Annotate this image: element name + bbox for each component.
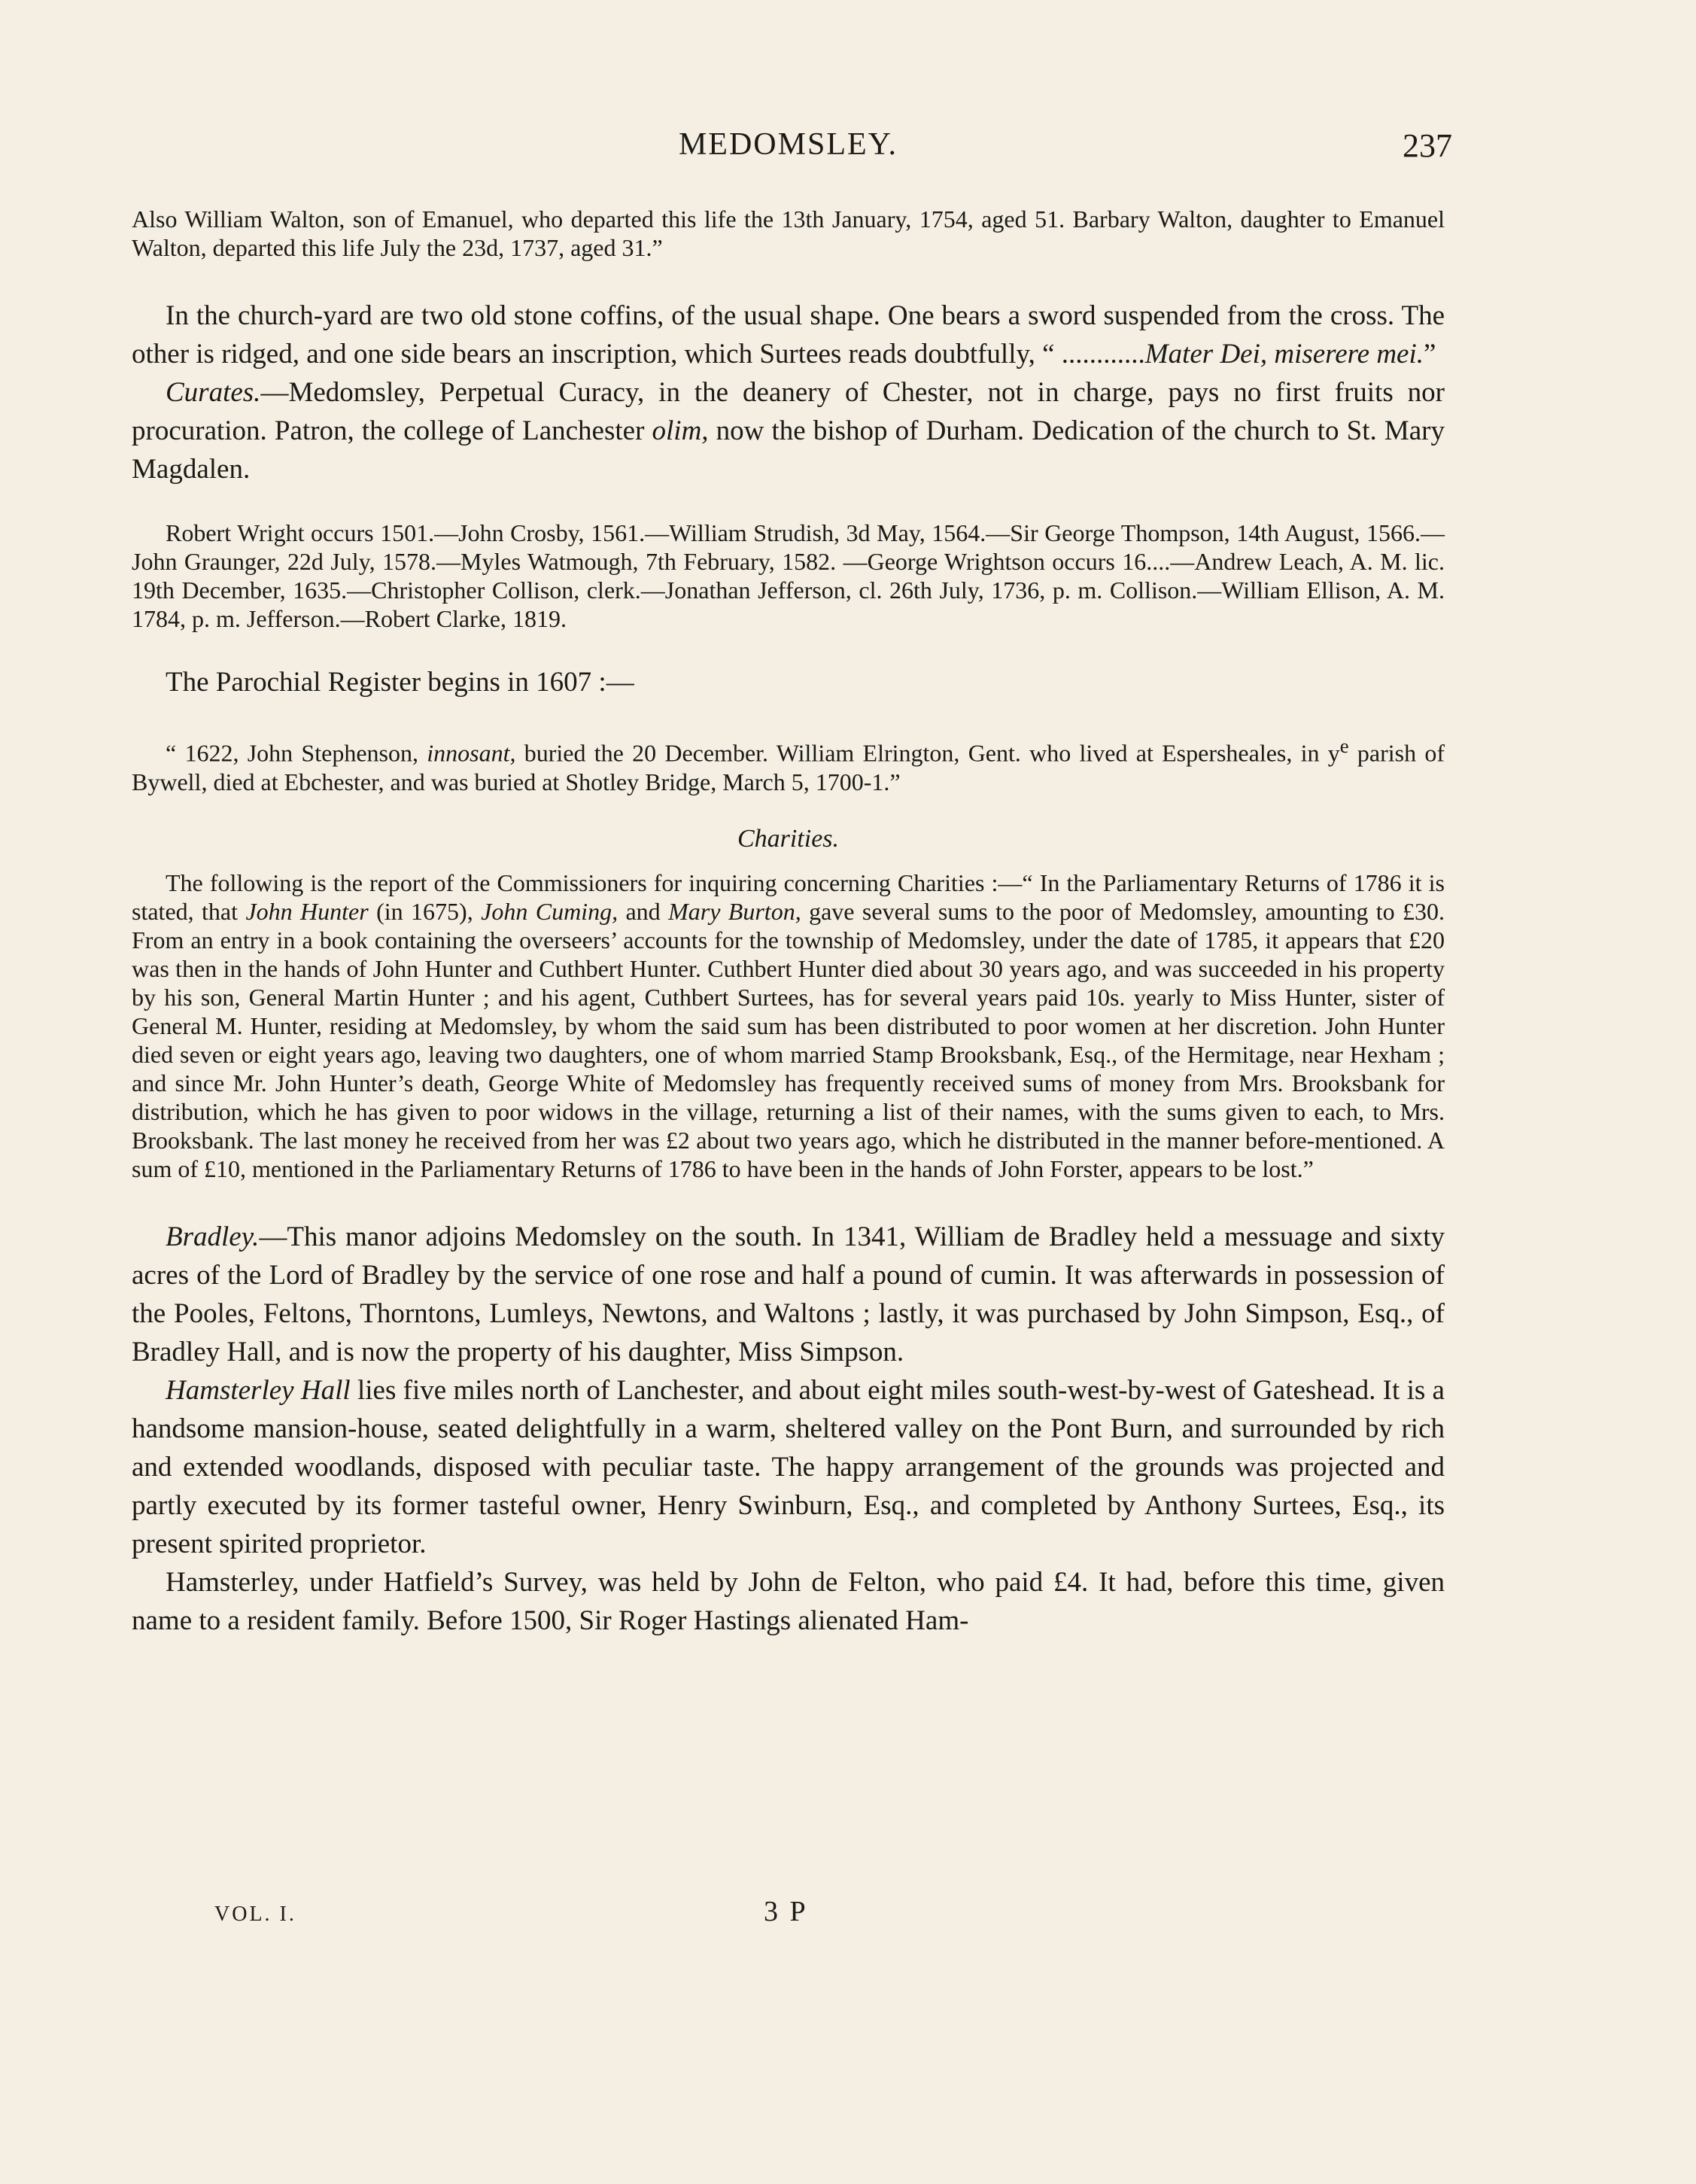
charities-mary-burton: Mary Burton, xyxy=(668,897,801,925)
bradley-paragraph xyxy=(132,1218,1445,1371)
charities-part-1: The following is the report of the Commissioners for inquiring concerning Charities :—“ In the Parliamentary Returns of 1786 it is stated, that xyxy=(132,868,1445,925)
churchyard-text: In the church-yard are two old stone coffins, of the usual shape. One bears a sword suspended from the cross. The other is ridged, and one side bears an inscription, which Surtees reads doubtfully, “ ............ xyxy=(132,300,1445,370)
charities-john-hunter: John Hunter xyxy=(245,897,369,925)
signature-mark: 3 P xyxy=(764,1896,808,1927)
charities-part-4: gave several sums to the poor of Medomsley, amounting to £30. From an entry in a book containing the overseers’ accounts for the township of Medomsley, under the date of 1785, it appears that £20 was then in the hands of John Hunter and Cuthbert Hunter. Cuthbert Hunter died about 30 years ago, and was succeeded in his property by his son, General Martin Hunter ; and his agent, Cuthbert Surtees, has for several years paid 10s. yearly to Miss Hunter, sister of General M. Hunter, residing at Medomsley, by whom the said sum has been distributed to poor women at her discretion. John Hunter died seven or eight years ago, leaving two daughters, one of whom married Stamp Brooksbank, Esq., of the Hermitage, near Hexham ; and since Mr. John Hunter’s death, George White of Medomsley has frequently received sums of money from Mrs. Brooksbank for distribution, which he has given to poor widows in the village, returning a list of their names, with the sums given to each, to Mrs. Brooksbank. The last money he received from her was £2 about two years ago, which he distributed in the manner before-mentioned. A sum of £10, mentioned in the Parliamentary Returns of 1786 to have been in the hands of John Forster, appears to be lost.” xyxy=(132,897,1445,1182)
register-superscript: e xyxy=(1339,735,1349,757)
register-intro: The Parochial Register begins in 1607 :— xyxy=(166,667,634,698)
hamsterley-text: lies five miles north of Lanchester, and about eight miles south-west-by-west of Gateshead. It is a handsome mansion-house, seated delightfully in a warm, sheltered valley on the Pont Burn, and surrounded by rich and extended woodlands, disposed with peculiar taste. The happy arrangement of the grounds was projected and partly executed by its former tasteful owner, Henry Swinburn, Esq., and completed by Anthony Surtees, Esq., its present spirited proprietor. xyxy=(132,1374,1445,1559)
curates-olim: olim, xyxy=(652,415,709,446)
churchyard-paragraph xyxy=(132,297,1445,373)
curates-text: —Medomsley, Perpetual Curacy, in the deanery of Chester, not in charge, pays no first fruits nor procuration. Patron, the college of Lanchester xyxy=(132,377,1445,446)
curates-paragraph xyxy=(132,373,1445,488)
hamsterley-survey-paragraph: Hamsterley, under Hatfield’s Survey, was held by John de Felton, who paid £4. It had, before this time, given name to a resident family. Before 1500, Sir Roger Hastings alienated Ham- xyxy=(132,1566,1445,1636)
curates-list: Robert Wright occurs 1501.—John Crosby, 1561.—William Strudish, 3d May, 1564.—Sir George Thompson, 14th August, 1566.—John Graunger, 22d July, 1578.—Myles Watmough, 7th February, 1582. —George Wrightson occurs 16....—Andrew Leach, A. M. lic. 19th December, 1635.—Christopher Collison, clerk.—Jonathan Jefferson, cl. 26th July, 1736, p. m. Collison.—William Ellison, A. M. 1784, p. m. Jefferson.—Robert Clarke, 1819. xyxy=(132,519,1445,632)
charities-heading: Charities. xyxy=(737,824,840,853)
hamsterley-paragraph xyxy=(132,1371,1445,1563)
charities-part-2: (in 1675), xyxy=(368,897,482,925)
register-entry xyxy=(132,732,1445,796)
register-entry-part-2: buried the 20 December. William Elrington, Gent. who lived at Espersheales, in y xyxy=(515,739,1340,767)
inscription-close: ” xyxy=(1424,339,1436,370)
running-head xyxy=(132,126,1452,164)
epitaph-continuation: Also William Walton, son of Emanuel, who departed this life the 13th January, 1754, aged 51. Barbary Walton, daughter to Emanuel Walton, departed this life July the 23d, 1737, aged 31.” xyxy=(132,205,1445,261)
bradley-label: Bradley. xyxy=(166,1221,260,1252)
register-entry-part-3: parish of Bywell, died at Ebchester, and was buried at Shotley Bridge, March 5, 1700-1.” xyxy=(132,739,1445,795)
volume-label: VOL. I. xyxy=(214,1903,296,1926)
register-entry-part-1: “ 1622, John Stephenson, xyxy=(166,739,427,767)
charities-paragraph xyxy=(132,868,1445,1183)
page-footer xyxy=(214,1895,816,1933)
page-number: 237 xyxy=(1403,127,1452,164)
curates-label: Curates. xyxy=(166,377,261,408)
register-innosant: innosant, xyxy=(427,739,516,767)
charities-john-cuming: John Cuming, xyxy=(481,897,619,925)
page-body xyxy=(132,205,1445,1640)
inscription-text: Mater Dei, miserere mei. xyxy=(1144,339,1424,370)
running-title: MEDOMSLEY. xyxy=(678,127,898,162)
bradley-text: —This manor adjoins Medomsley on the south. In 1341, William de Bradley held a messuage and sixty acres of the Lord of Bradley by the service of one rose and half a pound of cumin. It was afterwards in possession of the Pooles, Feltons, Thorntons, Lumleys, Newtons, and Waltons ; lastly, it was purchased by John Simpson, Esq., of Bradley Hall, and is now the property of his daughter, Miss Simpson. xyxy=(132,1221,1445,1367)
curates-text-2: now the bishop of Durham. Dedication of the church to St. Mary Magdalen. xyxy=(132,415,1445,485)
charities-part-3: and xyxy=(618,897,669,925)
hamsterley-label: Hamsterley Hall xyxy=(166,1374,351,1406)
